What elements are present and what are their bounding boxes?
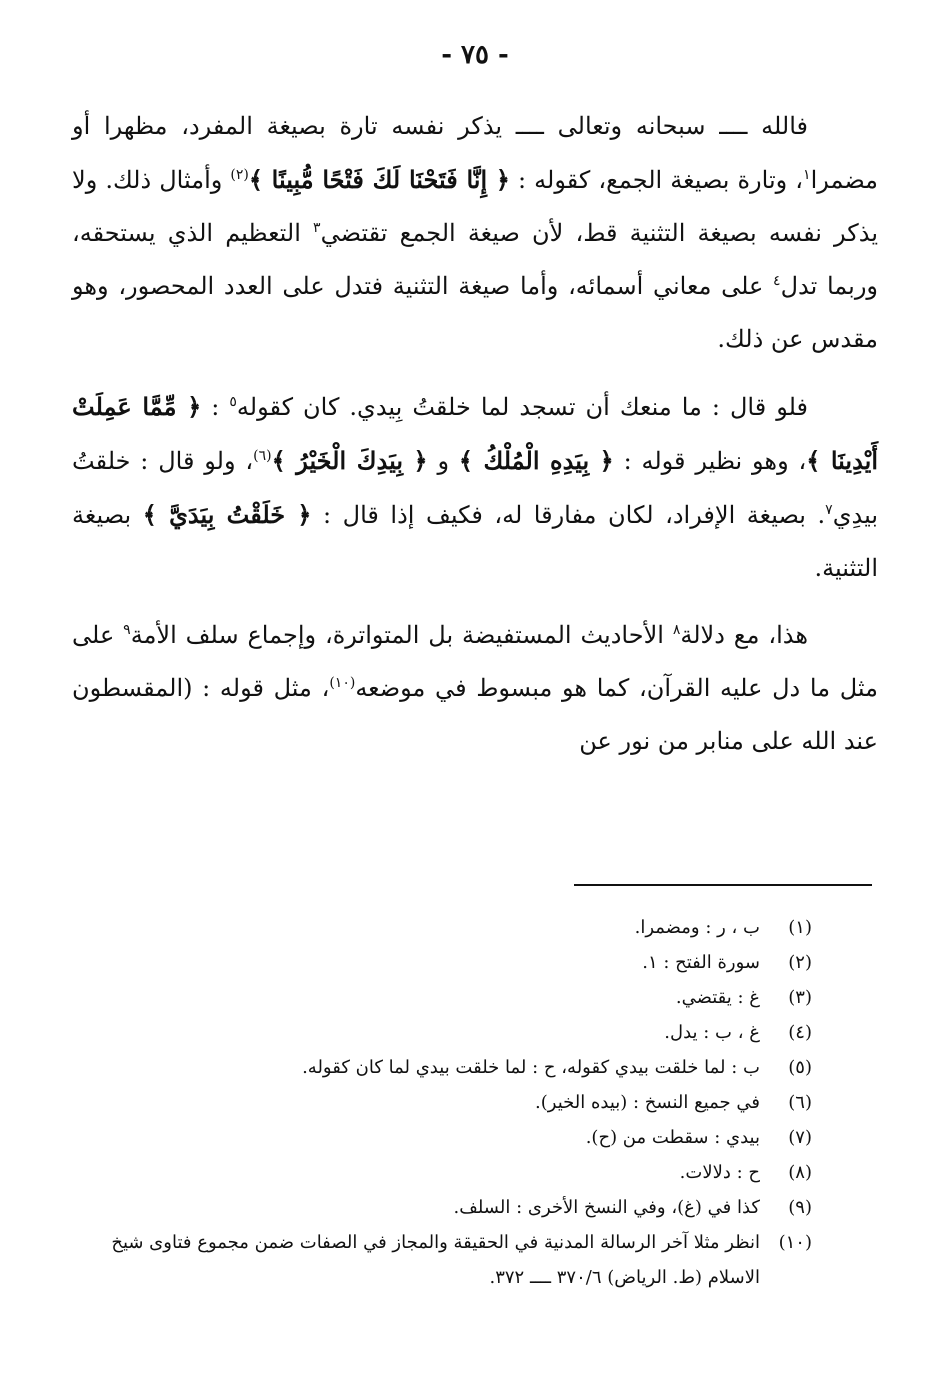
footnote-5	[72, 1050, 812, 1085]
text-run: ، ولو قال : خلقتُ بيدِي	[72, 447, 879, 529]
text-run: ، وتارة بصيغة الجمع، كقوله :	[509, 166, 804, 194]
text-run: على مثل ما دل عليه القرآن، كما هو مبسوط في موضعه	[72, 621, 879, 702]
footnote-text: ب ، ر : ومضمرا.	[634, 917, 760, 938]
footnote-4	[72, 1015, 812, 1050]
text-run: وأمثال ذلك. ولا يذكر نفسه بصيغة التثنية قط، لأن صيغة الجمع تقتضي	[72, 166, 879, 247]
footnote-3	[72, 980, 812, 1015]
text-run: . بصيغة الإفراد، لكان مفارقا له، فكيف إذا قال :	[311, 501, 826, 529]
footnotes	[72, 910, 812, 1295]
text-run: و	[427, 447, 459, 475]
footnote-number: (٧)	[788, 1127, 812, 1148]
text-run: هذا، مع دلالة	[680, 621, 809, 649]
text-run: ، مثل قوله : (المقسطون عند الله على منابر من نور عن	[72, 674, 878, 755]
footnote-reference: ١	[803, 167, 811, 183]
footnote-text: غ ، ب : يدل.	[664, 1022, 760, 1043]
footnote-text: انظر مثلا آخر الرسالة المدنية في الحقيقة والمجاز في الصفات ضمن مجموع فتاوى شيخ الاسلام (ط. الرياض) ٣٧٠/٦ ــــ ٣٧٢.	[111, 1232, 760, 1288]
footnote-reference: ٩	[123, 622, 131, 638]
footnote-separator	[574, 884, 872, 886]
text-run: :	[201, 393, 230, 421]
footnote-number: (٥)	[788, 1057, 812, 1078]
text-run: بصيغة التثنية.	[72, 501, 878, 582]
footnote-reference: ٣	[313, 220, 321, 236]
quran-verse: ﴿ خَلَقْتُ بِيَدَيَّ ﴾	[142, 500, 312, 529]
page-number: - ٧٥ -	[441, 40, 509, 70]
footnote-reference: (٦)	[253, 448, 272, 464]
text-run: ، وهو نظير قوله :	[613, 447, 807, 475]
footnote-8	[72, 1155, 812, 1190]
footnote-text: ب : لما خلقت بيدي كقوله، ح : لما خلقت بيدي لما كان كقوله.	[302, 1057, 760, 1078]
paragraph-1	[72, 100, 878, 366]
footnote-text: سورة الفتح : ١.	[642, 952, 760, 973]
footnote-number: (٨)	[788, 1162, 812, 1183]
quran-verse: ﴿ مِّمَّا عَمِلَتْ أَيْدِينَا ﴾	[72, 392, 879, 475]
paragraph-2	[72, 380, 878, 595]
footnote-6	[72, 1085, 812, 1120]
footnote-number: (٩)	[788, 1197, 812, 1218]
footnote-reference: ٥	[229, 394, 237, 410]
footnote-reference: ٤	[773, 273, 781, 289]
footnote-reference: ٨	[672, 622, 681, 638]
footnote-2	[72, 945, 812, 980]
footnote-text: في جميع النسخ : (بيده الخير).	[535, 1092, 760, 1113]
footnote-number: (١)	[788, 917, 812, 938]
quran-verse: ﴿ بِيَدِهِ الْمُلْكُ ﴾	[458, 446, 614, 475]
footnote-number: (٦)	[788, 1092, 812, 1113]
footnote-reference: ٧	[825, 502, 833, 518]
quran-verse: ﴿ بِيَدِكَ الْخَيْرُ ﴾	[271, 446, 428, 475]
footnote-9	[72, 1190, 812, 1225]
footnote-1	[72, 910, 812, 945]
footnote-number: (٤)	[788, 1022, 812, 1043]
text-run: على معاني أسمائه، وأما صيغة التثنية فتدل على العدد المحصور، وهو مقدس عن ذلك.	[72, 272, 878, 353]
paragraph-3	[72, 609, 878, 768]
footnote-text: كذا في (غ)، وفي النسخ الأخرى : السلف.	[453, 1197, 760, 1218]
footnote-text: بيدي : سقطت من (ح).	[585, 1127, 760, 1148]
text-run: فلو قال : ما منعك أن تسجد لما خلقتُ بِيدي. كان كقوله	[236, 393, 809, 421]
footnote-7	[72, 1120, 812, 1155]
body-text	[72, 100, 878, 782]
quran-verse: ﴿ إِنَّا فَتَحْنَا لَكَ فَتْحًا مُّبِينًا ﴾	[248, 165, 510, 194]
footnote-reference: (١٠)	[329, 675, 356, 691]
footnote-reference: (٢)	[230, 167, 249, 183]
footnote-number: (٣)	[788, 987, 812, 1008]
footnote-10	[72, 1225, 812, 1295]
text-run: الأحاديث المستفيضة بل المتواترة، وإجماع سلف الأمة	[130, 621, 673, 649]
footnote-number: (١٠)	[778, 1232, 812, 1253]
text-run: التعظيم الذي يستحقه، وربما تدل	[72, 219, 878, 300]
footnote-number: (٢)	[788, 952, 812, 973]
footnote-text: ح : دلالات.	[679, 1162, 760, 1183]
footnote-text: غ : يقتضي.	[675, 987, 760, 1008]
text-run: فالله ــــ سبحانه وتعالى ــــ يذكر نفسه تارة بصيغة المفرد، مظهرا أو مضمرا	[72, 112, 879, 194]
